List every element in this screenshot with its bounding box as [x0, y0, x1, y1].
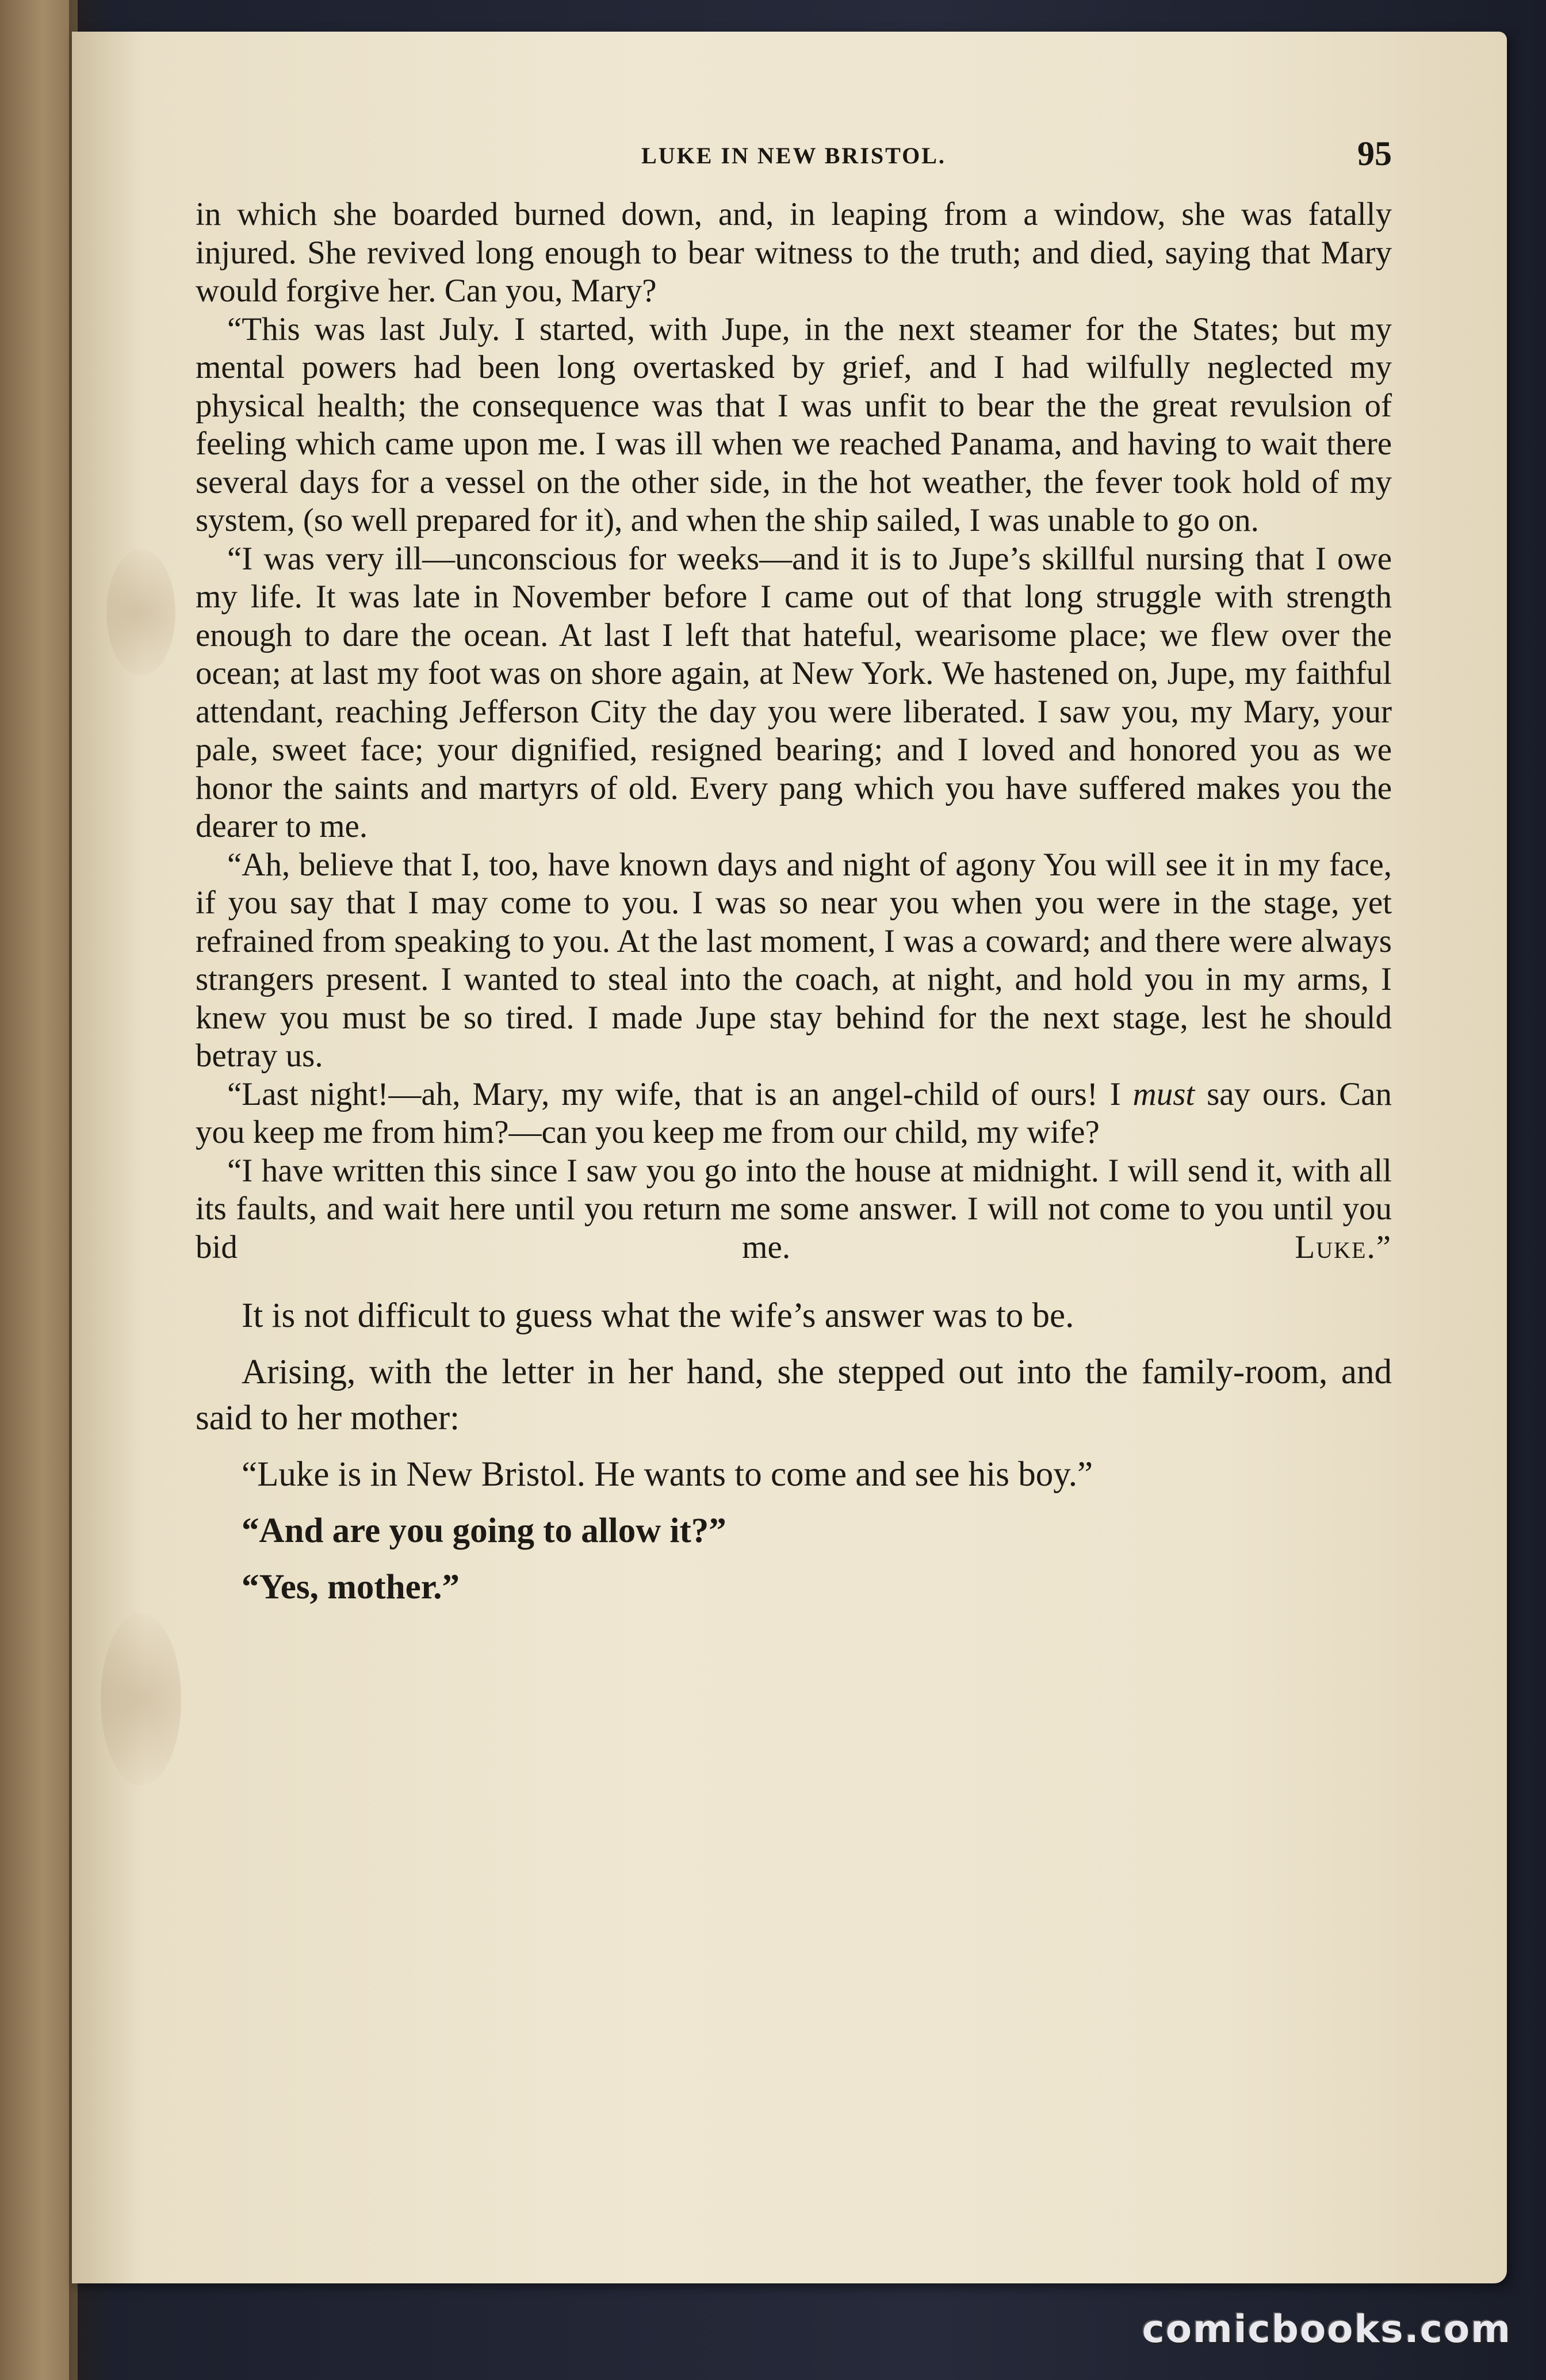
letter-text-run: “Last night!—ah, Mary, my wife, that is an angel-child of ours! I	[227, 1076, 1133, 1112]
narrative-paragraph: “Luke is in New Bristol. He wants to come and see his boy.”	[242, 1455, 1093, 1494]
emphasis-word: must	[1132, 1076, 1195, 1112]
narrative-paragraph: It is not difficult to guess what the wife’s answer was to be.	[242, 1296, 1074, 1335]
letter-signature: Luke.”	[1295, 1229, 1392, 1265]
letter-paragraph: “Ah, believe that I, too, have known days and night of agony You will see it in my face, if you say that I may come to you. I was so near you when you were in the stage, yet refrained from speaking to you. At the last moment, I was a coward; and there were always strangers present. I wanted to steal into the coach, at night, and hold you in my arms, I knew you must be so tired. I made Jupe stay behind for the next stage, lest he should betray us.	[196, 846, 1392, 1074]
letter-text-run: “I have written this since I saw you go into the house at midnight. I will send it, with all its faults, and wait here until you return me some answer. I will not come to you until you bid me.	[196, 1152, 1392, 1265]
narrative-paragraph: “And are you going to allow it?”	[242, 1512, 726, 1550]
narrative-text	[196, 1293, 1392, 1610]
running-title: LUKE IN NEW BRISTOL.	[641, 143, 946, 169]
book-page	[72, 32, 1507, 2283]
letter-paragraph: “This was last July. I started, with Jupe, in the next steamer for the States; but my mental powers had been long overtasked by grief, and I had wilfully neglected my physical health; the consequence was that I was unfit to bear the the great revulsion of feeling which came upon me. I was ill when we reached Panama, and having to wait there several days for a vessel on the other side, in the hot weather, the fever took hold of my system, (so well prepared for it), and when the ship sailed, I was unable to go on.	[196, 311, 1392, 538]
letter-paragraph	[196, 1076, 1392, 1152]
page-stain	[106, 549, 175, 676]
running-head	[196, 135, 1392, 184]
page-stain	[101, 1613, 181, 1786]
letter-paragraph: “I was very ill—unconscious for weeks—and it is to Jupe’s skillful nursing that I owe my life. It was late in November before I came out of that long struggle with strength enough to dare the ocean. At last I left that hateful, wearisome place; we flew over the ocean; at last my foot was on shore again, at New York. We hastened on, Jupe, my faithful attendant, reaching Jefferson City the day you were liberated. I saw you, my Mary, your pale, sweet face; your dignified, resigned bearing; and I loved and honored you as we honor the saints and martyrs of old. Every pang which you have suffered makes you the dearer to me.	[196, 540, 1392, 844]
page-content	[196, 135, 1392, 2206]
page-number: 95	[1357, 135, 1392, 173]
letter-paragraph	[196, 1152, 1392, 1267]
site-watermark: comicbooks.com	[1142, 2307, 1511, 2351]
narrative-paragraph: “Yes, mother.”	[242, 1568, 460, 1606]
previous-page-edge	[0, 0, 78, 2380]
narrative-paragraph: Arising, with the letter in her hand, she stepped out into the family-room, and said to her mother:	[196, 1353, 1392, 1437]
letter-paragraph: in which she boarded burned down, and, in leaping from a window, she was fatally injured. She revived long enough to bear witness to the truth; and died, saying that Mary would forgive her. Can you, Mary?	[196, 196, 1392, 309]
letter-text-run: say ours. Can you keep me from him?—can you keep me from our child, my wife?	[196, 1076, 1392, 1150]
letter-text	[196, 196, 1392, 1266]
